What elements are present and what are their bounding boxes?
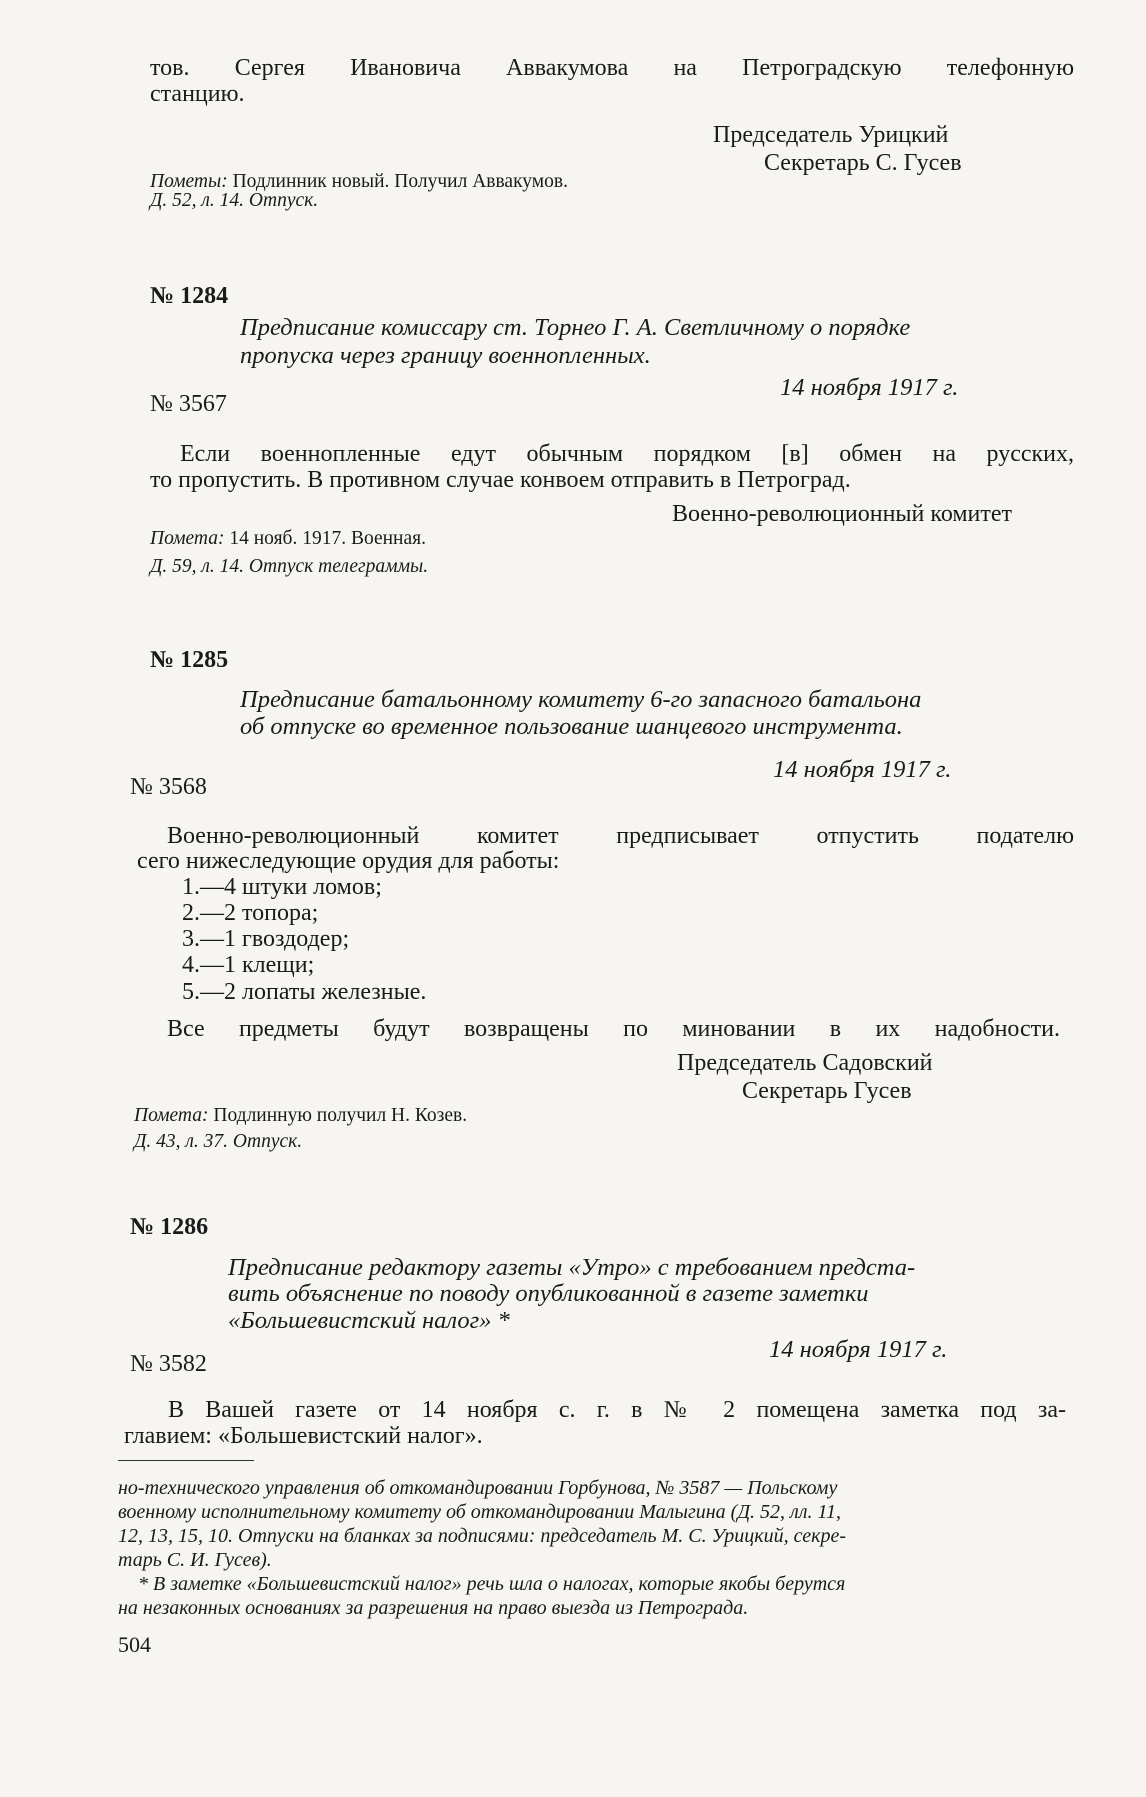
top-text-line-1: тов. Сергея Ивановича Аввакумова на Петроградскую телефонную	[150, 55, 1074, 81]
top-text-line-2: станцию.	[150, 81, 245, 107]
doc-1285-signature-chair: Председатель Садовский	[677, 1050, 933, 1076]
doc-1285-text-line-1: Военно-революционный комитет предписывает отпустить подателю	[167, 823, 1074, 849]
doc-1284-number: № 1284	[150, 283, 229, 309]
doc-1285-archive-ref: Д. 43, л. 37. Отпуск.	[134, 1131, 303, 1152]
top-note-label: Пометы:	[150, 171, 228, 192]
doc-1284-note	[150, 527, 426, 551]
doc-1284-title-line-2: пропуска через границу военнопленных.	[240, 342, 651, 369]
tool-list-item: 3.—1 гвоздодер;	[182, 926, 350, 952]
footnote-line-1: но-технического управления об откомандировании Горбунова, № 3587 — Польскому	[118, 1477, 838, 1499]
footnote-line-3: 12, 13, 15, 10. Отпуски на бланках за подписями: председатель М. С. Урицкий, секре-	[118, 1525, 846, 1547]
doc-1285-date: 14 ноября 1917 г.	[773, 756, 952, 783]
tool-list-item: 4.—1 клещи;	[182, 952, 315, 978]
footnote-rule	[118, 1460, 254, 1461]
doc-1286-text-line-2: главием: «Большевистский налог».	[124, 1423, 483, 1449]
doc-1285-reference: № 3568	[130, 774, 207, 800]
doc-1284-archive-ref: Д. 59, л. 14. Отпуск телеграммы.	[150, 556, 429, 577]
doc-1286-title-line-3: «Большевистский налог» *	[228, 1307, 510, 1334]
doc-1285-signature-secretary: Секретарь Гусев	[742, 1078, 912, 1104]
doc-1285-text-line-3: Все предметы будут возвращены по миновании в их надобности.	[167, 1016, 1060, 1042]
page-number: 504	[118, 1632, 151, 1657]
doc-1285-title-line-1: Предписание батальонному комитету 6-го запасного батальона	[240, 686, 922, 713]
footnote-line-5: * В заметке «Большевистский налог» речь шла о налогах, которые якобы берутся	[138, 1573, 846, 1595]
doc-1285-note-label: Помета:	[134, 1105, 209, 1126]
doc-1286-text-line-1: В Вашей газете от 14 ноября с. г. в № 2 помещена заметка под за-	[168, 1397, 1066, 1423]
tool-list-item: 5.—2 лопаты железные.	[182, 979, 427, 1005]
doc-1285-note-text: Подлинную получил Н. Козев.	[208, 1105, 468, 1126]
doc-1284-text-line-2: то пропустить. В противном случае конвоем отправить в Петроград.	[150, 467, 851, 493]
top-signature-secretary: Секретарь С. Гусев	[764, 150, 962, 176]
doc-1286-reference: № 3582	[130, 1351, 207, 1377]
doc-1284-text-line-1: Если военнопленные едут обычным порядком [в] обмен на русских,	[180, 441, 1074, 467]
footnote-line-2: военному исполнительному комитету об откомандировании Малыгина (Д. 52, лл. 11,	[118, 1501, 842, 1523]
doc-1284-title-line-1: Предписание комиссару ст. Торнео Г. А. Светличному о порядке	[240, 314, 911, 341]
doc-1284-note-label: Помета:	[150, 528, 225, 549]
tool-list-item: 1.—4 штуки ломов;	[182, 874, 382, 900]
doc-1286-number: № 1286	[130, 1214, 209, 1240]
doc-1286-date: 14 ноября 1917 г.	[769, 1336, 948, 1363]
top-archive-ref: Д. 52, л. 14. Отпуск.	[150, 190, 319, 211]
doc-1284-date: 14 ноября 1917 г.	[780, 374, 959, 401]
doc-1284-note-text: 14 нояб. 1917. Военная.	[224, 528, 426, 549]
doc-1284-reference: № 3567	[150, 391, 227, 417]
doc-1285-note	[134, 1104, 467, 1128]
doc-1286-title-line-1: Предписание редактору газеты «Утро» с требованием предста-	[228, 1254, 916, 1281]
tool-list-item: 2.—2 топора;	[182, 900, 319, 926]
footnote-line-6: на незаконных основаниях за разрешения на право выезда из Петрограда.	[118, 1597, 749, 1619]
doc-1285-text-line-2: сего нижеследующие орудия для работы:	[137, 848, 560, 874]
top-signature-chair: Председатель Урицкий	[713, 122, 949, 148]
doc-1286-title-line-2: вить объяснение по поводу опубликованной в газете заметки	[228, 1280, 869, 1307]
footnote-line-4: тарь С. И. Гусев).	[118, 1549, 272, 1571]
doc-1285-number: № 1285	[150, 647, 229, 673]
doc-1284-signature: Военно-революционный комитет	[672, 501, 1013, 527]
doc-1285-title-line-2: об отпуске во временное пользование шанцевого инструмента.	[240, 713, 903, 740]
top-note-text: Подлинник новый. Получил Аввакумов.	[227, 171, 568, 192]
